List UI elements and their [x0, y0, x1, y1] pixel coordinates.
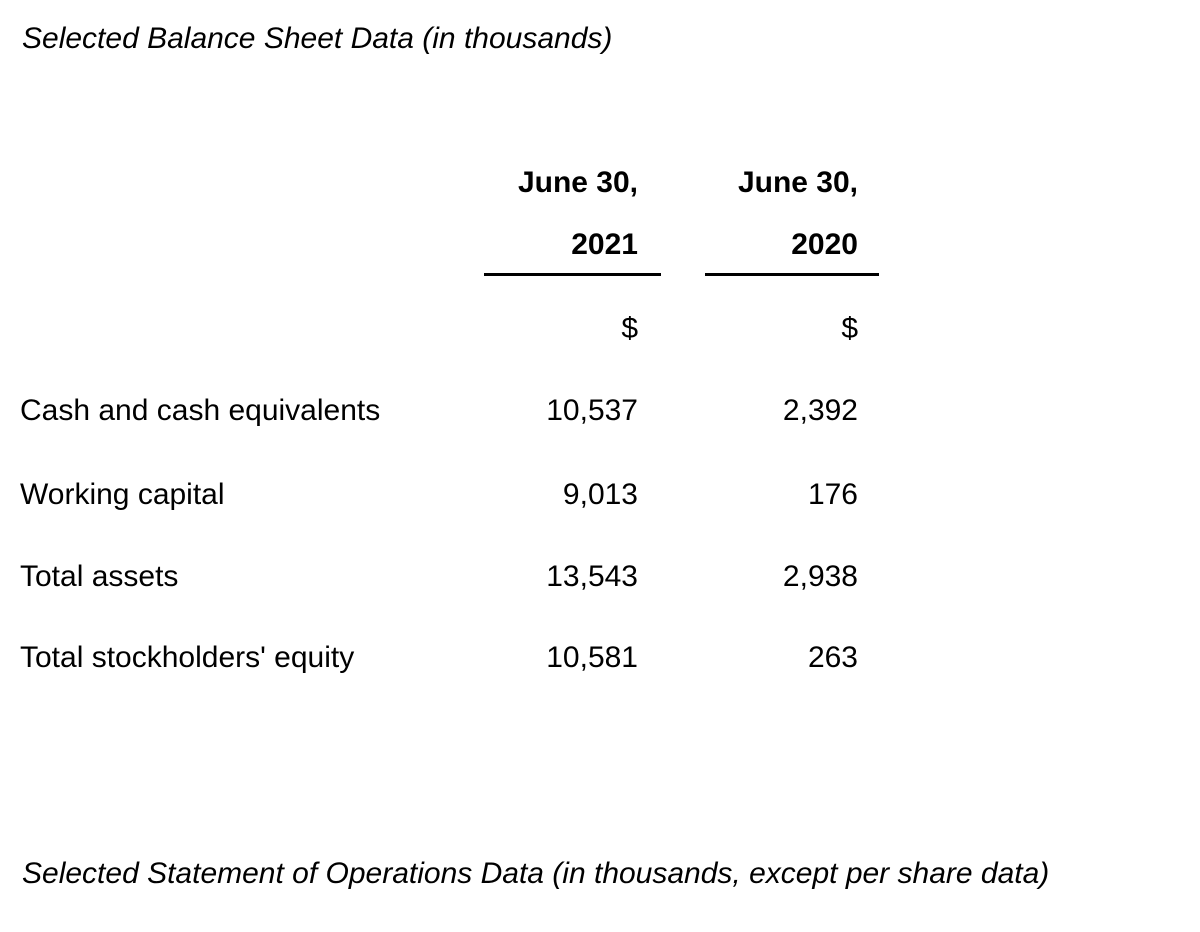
currency-symbol-2020: $ [841, 312, 858, 345]
column-underline-2020 [705, 273, 879, 276]
column-header-2020-line2: 2020 [791, 228, 858, 261]
row-label: Working capital [20, 478, 225, 511]
row-value-2021: 13,543 [546, 560, 638, 593]
row-label: Cash and cash equivalents [20, 394, 381, 427]
column-header-2021-line2: 2021 [571, 228, 638, 261]
column-header-2020-line1: June 30, [737, 166, 858, 199]
balance-sheet-title: Selected Balance Sheet Data (in thousands) [22, 22, 613, 55]
column-header-2021-line1: June 30, [517, 166, 638, 199]
row-label: Total assets [20, 560, 179, 593]
operations-title: Selected Statement of Operations Data (in thousands, except per share data) [22, 857, 1050, 890]
row-label: Total stockholders' equity [20, 641, 355, 674]
row-value-2021: 10,537 [546, 394, 638, 427]
row-value-2020: 176 [807, 478, 858, 511]
column-underline-2021 [484, 273, 661, 276]
row-value-2020: 263 [807, 641, 858, 674]
row-value-2021: 9,013 [562, 478, 638, 511]
row-value-2021: 10,581 [546, 641, 638, 674]
row-value-2020: 2,392 [782, 394, 858, 427]
row-value-2020: 2,938 [782, 560, 858, 593]
currency-symbol-2021: $ [621, 312, 638, 345]
